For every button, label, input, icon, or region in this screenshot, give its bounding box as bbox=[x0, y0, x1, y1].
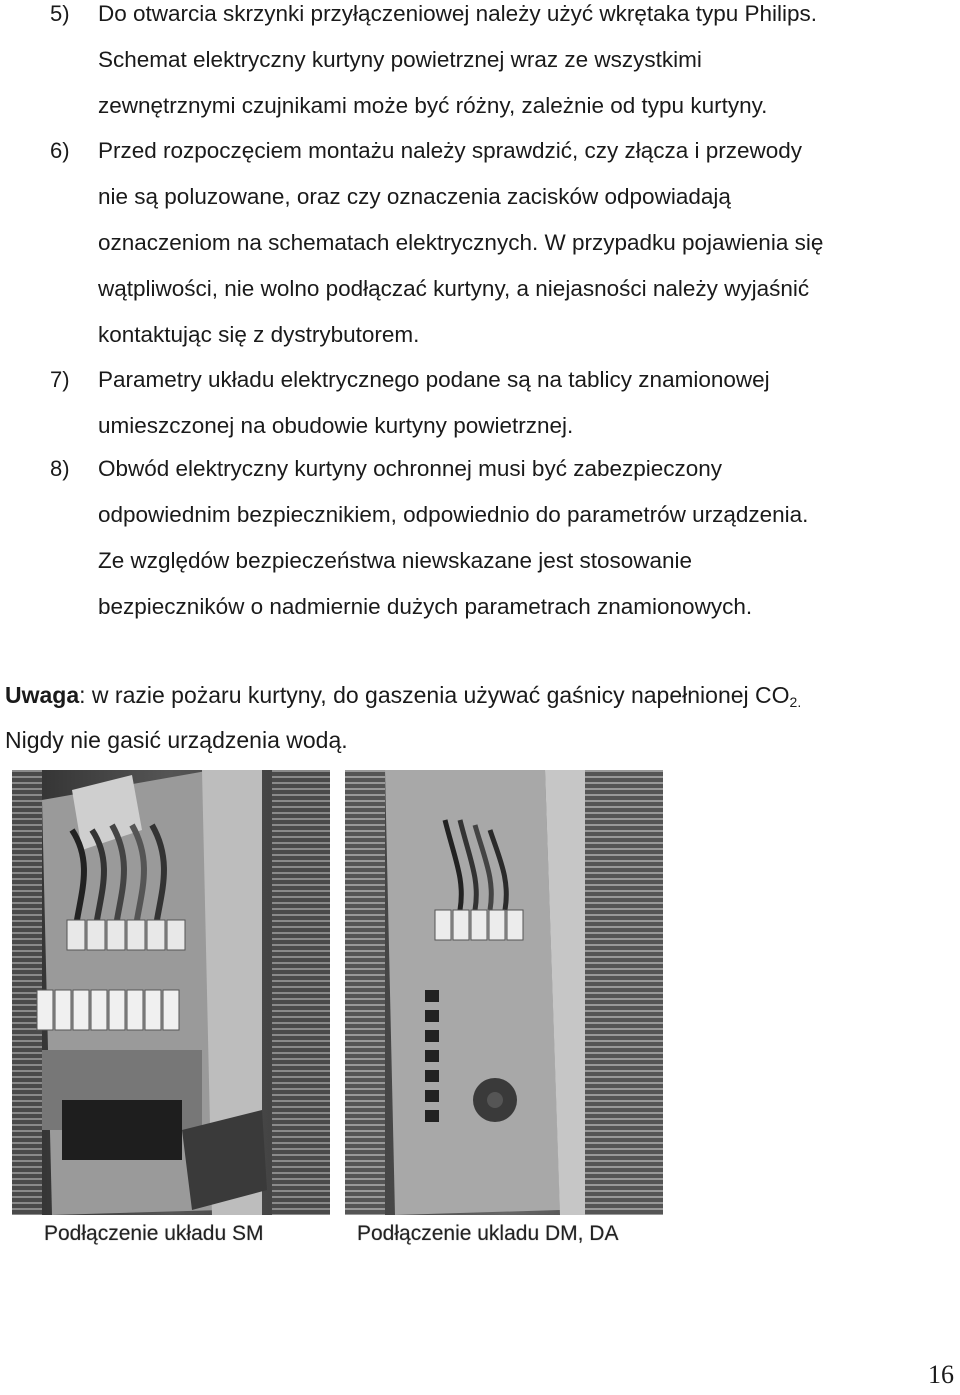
photo-caption-dm-da: Podłączenie ukladu DM, DA bbox=[357, 1222, 619, 1245]
item-line: Parametry układu elektrycznego podane są na tablicy znamionowej bbox=[98, 367, 770, 392]
photo-dm-da bbox=[345, 770, 663, 1215]
page-number: 16 bbox=[928, 1360, 954, 1389]
item-line: Ze względów bezpieczeństwa niewskazane jest stosowanie bbox=[98, 548, 693, 573]
item-line: wątpliwości, nie wolno podłączać kurtyny, a niejasności należy wyjaśnić bbox=[98, 276, 810, 301]
item-line: Do otwarcia skrzynki przyłączeniowej należy użyć wkrętaka typu Philips. bbox=[98, 1, 818, 26]
photo-section bbox=[0, 770, 960, 1290]
item-number: 8) bbox=[50, 456, 70, 481]
warning-label: Uwaga bbox=[5, 682, 80, 708]
photo-sm bbox=[12, 770, 330, 1215]
warning-note bbox=[5, 675, 801, 722]
warning-note-line2: Nigdy nie gasić urządzenia wodą. bbox=[5, 727, 348, 753]
item-line: odpowiednim bezpiecznikiem, odpowiednio do parametrów urządzenia. bbox=[98, 502, 809, 527]
item-line: bezpieczników o nadmiernie dużych parametrach znamionowych. bbox=[98, 594, 753, 619]
item-number: 5) bbox=[50, 1, 70, 26]
item-line: umieszczonej na obudowie kurtyny powietrznej. bbox=[98, 413, 574, 438]
item-line: Obwód elektryczny kurtyny ochronnej musi być zabezpieczony bbox=[98, 456, 723, 481]
item-line: oznaczeniom na schematach elektrycznych. W przypadku pojawienia się bbox=[98, 230, 824, 255]
item-line: Przed rozpoczęciem montażu należy sprawdzić, czy złącza i przewody bbox=[98, 138, 803, 163]
warning-subscript: 2. bbox=[789, 694, 802, 710]
item-number: 6) bbox=[50, 138, 70, 163]
item-line: zewnętrznymi czujnikami może być różny, zależnie od typu kurtyny. bbox=[98, 93, 768, 118]
item-number: 7) bbox=[50, 367, 70, 392]
item-line: nie są poluzowane, oraz czy oznaczenia zacisków odpowiadają bbox=[98, 184, 731, 209]
warning-text: : w razie pożaru kurtyny, do gaszenia używać gaśnicy napełnionej CO bbox=[79, 682, 790, 708]
item-line: kontaktując się z dystrybutorem. bbox=[98, 322, 420, 347]
photo-caption-sm: Podłączenie układu SM bbox=[44, 1222, 264, 1245]
item-line: Schemat elektryczny kurtyny powietrznej wraz ze wszystkimi bbox=[98, 47, 702, 72]
